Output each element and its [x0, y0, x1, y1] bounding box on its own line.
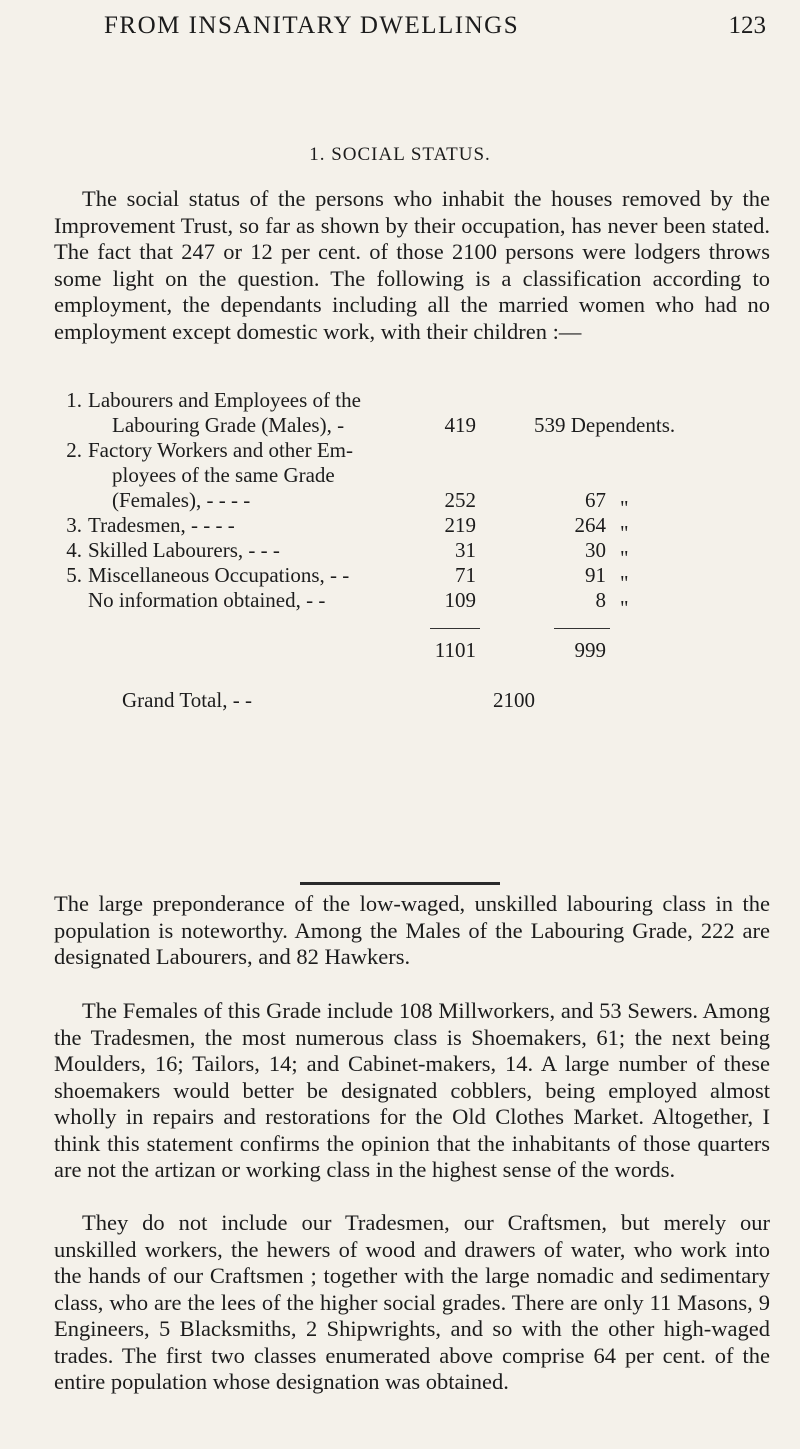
table-row	[54, 563, 794, 595]
row-label: Labourers and Employees of the	[88, 388, 361, 412]
subtotal-workers: 1101	[434, 638, 476, 662]
workers-value: 419	[444, 413, 476, 437]
grand-total-label: Grand Total, - -	[122, 688, 252, 712]
row-label: No information obtained, - -	[88, 588, 326, 612]
row-label: Labouring Grade (Males), -	[112, 413, 345, 437]
ditto-mark: "	[620, 521, 629, 545]
section-divider	[300, 882, 500, 885]
ditto-mark: "	[620, 596, 629, 620]
section-heading: 1. SOCIAL STATUS.	[309, 144, 491, 165]
ditto-mark: "	[620, 496, 629, 520]
dependents-value: 264	[574, 513, 606, 537]
row-number: 1.	[66, 388, 82, 412]
row-number: 3.	[66, 513, 82, 537]
dependents-value: 91	[585, 563, 606, 587]
dependents-value: 539 Dependents.	[534, 413, 676, 437]
table-row	[54, 413, 794, 437]
table-row	[54, 588, 794, 620]
dependents-value: 8	[595, 588, 606, 612]
subtotal-dependents: 999	[574, 638, 606, 662]
ditto-mark: "	[620, 546, 629, 570]
dependents-value: 30	[585, 538, 606, 562]
running-title: FROM INSANITARY DWELLINGS	[104, 12, 520, 39]
body-paragraph: The large preponderance of the low-waged, unskilled labouring class in the population is noteworthy. Among the Males of the Labouring Grade, 222 are designated Labourers, and 82 Hawkers.	[54, 891, 770, 969]
body-paragraph: The Females of this Grade include 108 Millworkers, and 53 Sewers. Among the Tradesmen, the most numerous class is Shoemakers, 61; the next being Moulders, 16; Tailors, 14; and Cabinet-makers, 14. A large number of these shoemakers would better be designated cobblers, being employed almost wholly in repairs and restorations for the Old Clothes Market. Altogether, I think this statement confirms the opinion that the inhabitants of those quarters are not the artizan or working class in the highest sense of the words.	[54, 998, 770, 1182]
table-row	[54, 488, 794, 520]
row-number: 2.	[66, 438, 82, 462]
intro-paragraph: The social status of the persons who inhabit the houses removed by the Improvement Trust, so far as shown by their occupation, has never been stated. The fact that 247 or 12 per cent. of those 2100 persons were lodgers throws some light on the question. The following is a classification according to employment, the dependants including all the married women who had no employment except domestic work, with their children :—	[54, 186, 770, 344]
body-paragraph: They do not include our Tradesmen, our Craftsmen, but merely our unskilled workers, the hewers of wood and drawers of water, who work into the hands of our Craftsmen ; together with the large nomadic and sedimentary class, who are the lees of the higher social grades. There are only 11 Masons, 9 Engineers, 5 Blacksmiths, 2 Shipwrights, and so with the other high-waged trades. The first two classes enumerated above comprise 64 per cent. of the entire population whose designation was obtained.	[54, 1210, 770, 1394]
table-row	[54, 388, 794, 412]
subtotal-rule	[430, 628, 480, 629]
subtotal-row	[54, 638, 794, 662]
workers-value: 71	[455, 563, 476, 587]
workers-value: 252	[444, 488, 476, 512]
workers-value: 109	[444, 588, 476, 612]
row-label: ployees of the same Grade	[112, 463, 335, 487]
row-label: Skilled Labourers, - - -	[88, 538, 280, 562]
table-row	[54, 463, 794, 487]
row-label: (Females), - - - -	[112, 488, 251, 512]
workers-value: 219	[444, 513, 476, 537]
table-row	[54, 538, 794, 570]
running-head	[54, 12, 766, 46]
row-label: Miscellaneous Occupations, - -	[88, 563, 350, 587]
subtotal-rule	[554, 628, 610, 629]
page-number: 123	[728, 12, 766, 39]
table-row	[54, 513, 794, 545]
workers-value: 31	[455, 538, 476, 562]
grand-total-value: 2100	[493, 688, 535, 712]
row-number: 4.	[66, 538, 82, 562]
row-number: 5.	[66, 563, 82, 587]
dependents-value: 67	[585, 488, 606, 512]
ditto-mark: "	[620, 571, 629, 595]
row-label: Factory Workers and other Em-	[88, 438, 354, 462]
table-row	[54, 438, 794, 462]
row-label: Tradesmen, - - - -	[88, 513, 235, 537]
grand-total-row	[54, 688, 794, 712]
